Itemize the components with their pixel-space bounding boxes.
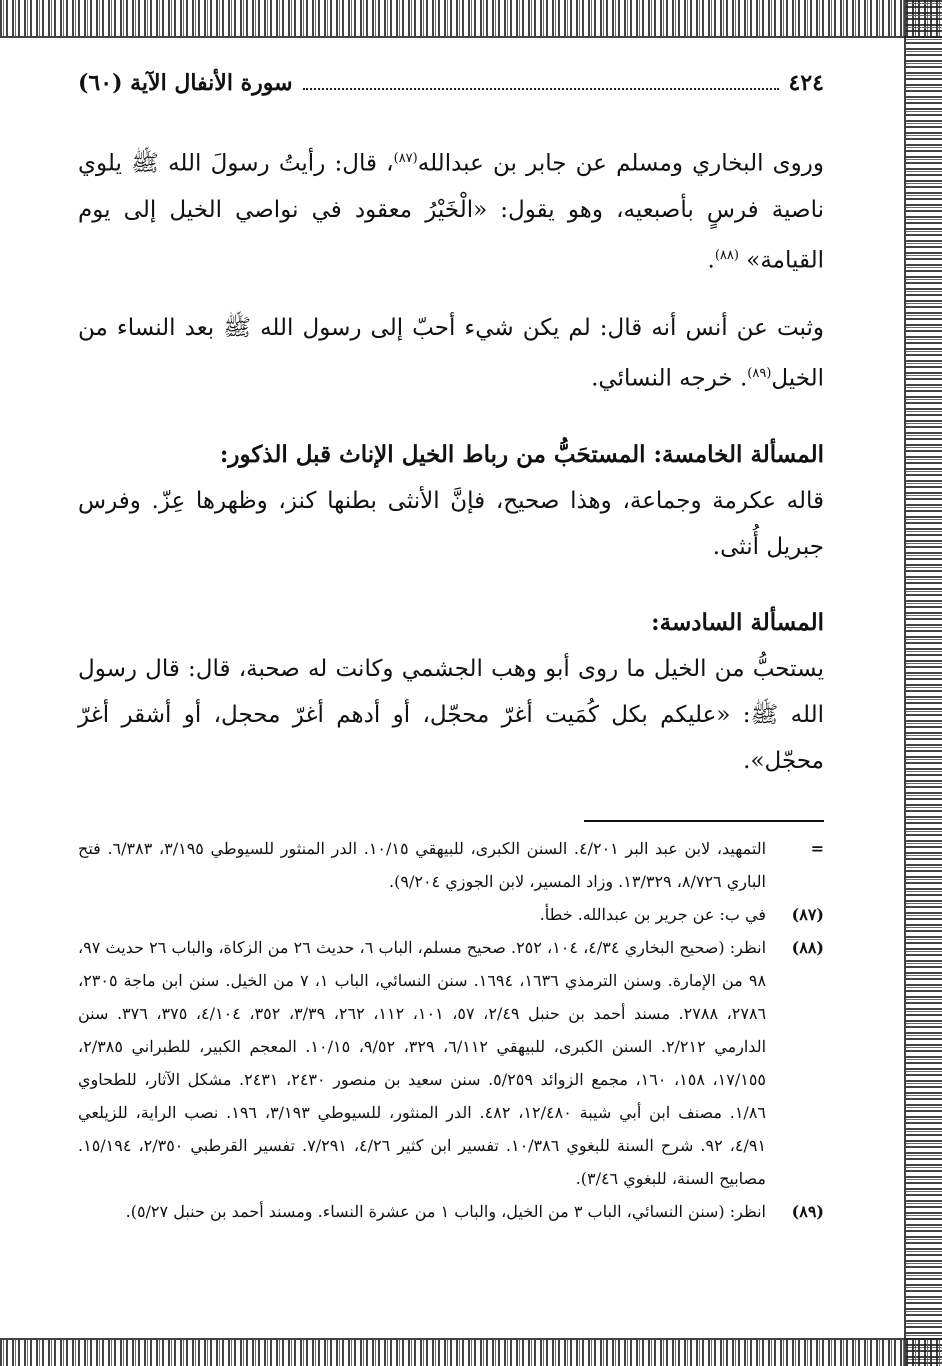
running-header (78, 70, 824, 106)
footnote-number: (٨٨) (791, 937, 824, 957)
page-number: ٤٢٤ (788, 70, 824, 96)
footnote-text: انظر: (صحيح البخاري ٤/٣٤، ١٠٤، ٢٥٢. صحيح مسلم، الباب ٦، حديث ٢٦ من الزكاة، والباب ٢٦ حديث ٩٧، ٩٨ من الإمارة. وسنن الترمذي ١٦٣٦، ١٦٩٤. سنن النسائي، الباب ١، ٧ من الخيل. سنن ابن ماجة ٢٣٠٥، ٢٧٨٦، ٢٧٨٨. مسند أحمد بن حنبل ٢/٤٩، ٥٧، ١٠١، ١١٢، ٢٦٢، ٣/٣٩، ٣٥٢، ٤/١٠٤، ٣٧٥، ٣٧٦. سنن الدارمي ٢/٢١٢. السنن الكبرى، للبيهقي ٦/١١٢، ٣٢٩، ٩/٥٢، ١٠/١٥. المعجم الكبير، للطبراني ٢/٣٨٥، ١٧/١٥٥، ١٥٨، ١٦٠، مجمع الزوائد ٥/٢٥٩. سنن سعيد بن منصور ٢٤٣٠، ٢٤٣١. مشكل الآثار، للطحاوي ١/٨٦. مصنف ابن أبي شيبة ١٢/٤٨٠، ٤٨٢. الدر المنثور، للسيوطي ٣/١٩٣، ١٩٦. نصب الراية، للزيلعي ٤/٩١، ٩٢. شرح السنة للبغوي ١٠/٣٨٦. تفسير ابن كثير ٤/٢٦، ٧/٢٩١. تفسير القرطبي ٢/٣٥٠، ١٥/١٩٤. مصابيح السنة، للبغوي ٣/٤٦). (78, 937, 767, 1188)
decorative-border-top (0, 0, 942, 38)
footnote-88 (78, 931, 824, 1195)
paragraph-text: . (707, 247, 715, 274)
paragraph-text: وروى البخاري ومسلم عن جابر بن عبدالله (417, 150, 824, 177)
header-dotted-leader (303, 88, 779, 90)
footnote-text: التمهيد، لابن عبد البر ٤/٢٠١. السنن الكبرى، للبيهقي ١٠/١٥. الدر المنثور للسيوطي ٣/١٩٥، ٦/٣٨٣. فتح الباري ٨/٧٢٦، ١٣/٣٢٩. وزاد المسير، لابن الجوزي ٩/٢٠٤). (78, 838, 767, 891)
footnote-ref-89[interactable]: (٨٩) (747, 366, 772, 382)
section-heading-sixth: المسألة السادسة: (651, 608, 824, 636)
paragraph-text: وثبت عن أنس أنه قال: لم يكن شيء أحبّ إلى رسول الله ﷺ بعد النساء من الخيل (78, 315, 824, 392)
section-heading-fifth: المسألة الخامسة: المستحَبُّ من رباط الخيل الإناث قبل الذكور: (219, 440, 824, 468)
footnote-continuation (78, 832, 824, 898)
paragraph-ikrimah: قاله عكرمة وجماعة، وهذا صحيح، فإنَّ الأنثى بطنها كنز، وظهرها عِزّ. وفرس جبريل أُنثى. (78, 487, 824, 560)
footnote-ref-87[interactable]: (٨٧) (393, 151, 418, 166)
footnote-number: = (810, 838, 824, 858)
footnote-number: (٨٩) (791, 1201, 824, 1221)
paragraph-text: ، قال: رأيتُ رسولَ الله ﷺ يلوي ناصية فرسٍ بأصبعيه، وهو يقول: «الْخَيْرُ معقود في نواصي الخيل إلى يوم القيامة» (78, 150, 824, 274)
footnote-ref-88[interactable]: (٨٨) (714, 247, 739, 263)
paragraph-abu-wahb: يستحبُّ من الخيل ما روى أبو وهب الجشمي وكانت له صحبة، قال: قال رسول الله ﷺ: «عليكم بكل كُمَيت أغرّ محجّل، أو أدهم أغرّ محجل، أو أشقر أغرّ محجّل». (78, 655, 824, 774)
decorative-border-bottom (0, 1338, 942, 1366)
footnote-87 (78, 898, 824, 931)
paragraph-jabir-hadith (78, 136, 824, 283)
footnote-89 (78, 1195, 824, 1228)
footnote-text: انظر: (سنن النسائي، الباب ٣ من الخيل، والباب ١ من عشرة النساء. ومسند أحمد بن حنبل ٥/٢٧). (125, 1201, 766, 1221)
paragraph-anas-hadith (78, 305, 824, 402)
footnote-number: (٨٧) (791, 904, 824, 924)
decorative-border-right (904, 0, 942, 1366)
footnote-text: في ب: عن جرير بن عبدالله. خطأ. (539, 904, 766, 924)
footnotes-section (78, 832, 824, 1228)
footnote-separator (584, 820, 824, 822)
paragraph-text: . خرجه النسائي. (591, 365, 748, 392)
chapter-title: سورة الأنفال الآية (٦٠) (78, 70, 293, 96)
page-content (78, 70, 824, 1228)
